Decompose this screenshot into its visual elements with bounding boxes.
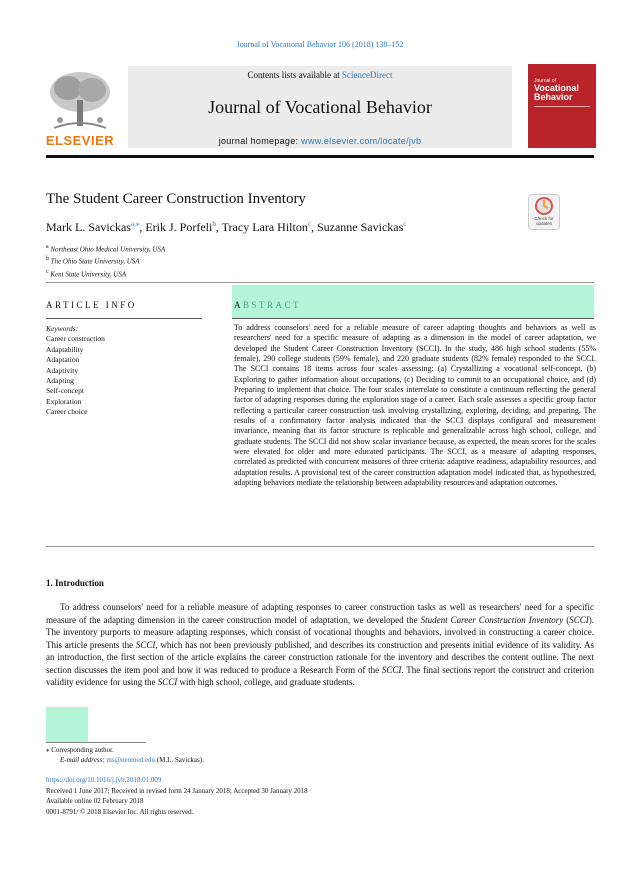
- author-sup[interactable]: c: [403, 220, 407, 228]
- check-for-updates-badge[interactable]: [528, 194, 560, 230]
- author: Erik J. Porfeli$^b$,: [145, 220, 222, 234]
- article-title: The Student Career Construction Inventory: [46, 191, 306, 207]
- introduction-paragraph: To address counselors' need for a reliable measure of adapting responses to career construction tasks as well as researchers' need for a specific measure of the adapting dimension in the career construction model of adaptation, we developed the Student Career Construction Inventory (SCCI). The inventory purports to measure adapting responses, which consist of vocational thoughts and behaviors, involved in constructing a career choice. This article presents the SCCI, which has not been previously published, and describes its construction and presents initial evidence of its validity. As an introduction, the first section of the article explains the career construction rationale for the inventory and describes the content outline. The next section discusses the item pool and how it was reduced to produce a Research Form of the SCCI. The final sections report the construct and criterion validity evidence for using the SCCI with high school, college, and graduate students.: [46, 602, 594, 687]
- keywords-heading: Keywords:: [46, 324, 79, 333]
- doi-link[interactable]: https://doi.org/10.1016/j.jvb.2018.01.009: [46, 776, 162, 784]
- keyword: Self-concept: [46, 386, 84, 396]
- keyword: Career choice: [46, 407, 88, 417]
- keyword: Adaptivity: [46, 365, 79, 375]
- homepage-link[interactable]: www.elsevier.com/locate/jvb: [301, 136, 422, 146]
- article-info-heading: ARTICLE INFO: [46, 300, 137, 310]
- author: Suzanne Savickas$^c$: [316, 220, 407, 234]
- keywords-block: [46, 324, 105, 418]
- section-heading-introduction: 1. Introduction: [46, 578, 104, 588]
- author-list: [46, 220, 406, 235]
- journal-title: Journal of Vocational Behavior: [208, 97, 432, 117]
- cover-journal-of: Journal of: [534, 78, 556, 84]
- author: Tracy Lara Hilton$^c$,: [221, 220, 317, 234]
- abstract-heading: ABSTRACT: [234, 300, 302, 310]
- affiliations: [46, 242, 165, 279]
- contents-available: [128, 70, 512, 80]
- author-sup[interactable]: b: [212, 220, 216, 228]
- running-header[interactable]: Journal of Vocational Behavior 106 (2018) 138–152: [236, 40, 404, 49]
- keyword: Exploration: [46, 396, 82, 406]
- contents-prefix: Contents lists available at: [247, 70, 342, 80]
- affiliation: $^b$ The Ohio State University, USA: [46, 256, 140, 266]
- keyword: Adaptation: [46, 355, 80, 365]
- publication-info: [46, 775, 308, 817]
- author-sup[interactable]: c: [307, 220, 311, 228]
- elsevier-wordmark: ELSEVIER: [45, 133, 115, 148]
- keyword: Career construction: [46, 334, 105, 344]
- journal-cover-image[interactable]: [528, 64, 596, 148]
- email-link[interactable]: ms@neomed.edu: [106, 756, 156, 764]
- received-dates: Received 1 June 2017; Received in revised form 24 January 2018; Accepted 30 January 2018: [46, 786, 308, 795]
- highlight-block: [46, 707, 88, 742]
- corresponding-author-note: ⁎ Corresponding author.: [46, 746, 114, 754]
- cover-title: Vocational Behavior: [534, 83, 579, 102]
- available-online: Available online 02 February 2018: [46, 797, 144, 805]
- email-line: E-mail address: ms@neomed.edu (M.L. Savickas).: [60, 756, 204, 764]
- abstract-rule: [232, 318, 594, 319]
- section-rule: [46, 282, 594, 283]
- affiliation: $^c$ Kent State University, USA: [46, 268, 127, 278]
- journal-homepage: [128, 136, 512, 146]
- check-updates-icon: [528, 194, 560, 230]
- header-rule: [46, 155, 594, 158]
- svg-text:Check for: Check for: [534, 216, 554, 221]
- footnote-rule: [46, 742, 146, 743]
- author-sup[interactable]: a,⁎: [130, 220, 140, 228]
- copyright: 0001-8791/ © 2018 Elsevier Inc. All rights reserved.: [46, 807, 194, 816]
- keyword: Adaptability: [46, 344, 84, 354]
- section-rule: [46, 546, 594, 547]
- article-info-rule: [46, 318, 202, 319]
- footnote: [46, 745, 204, 765]
- abstract-text: To address counselors' need for a reliable measure of career adapting thoughts and behaviors as well as researchers' need for a specific measure of adapting as a dimension in the model of career adaptation, we developed the Student Career Construction Inventory (SCCI). In the study, 486 high school students (55% female), 290 college students (59% female), and 220 graduate students (82% female) responded to the SCCI. The SCCI contains 18 items across four scales assessing: (a) Crystallizing a vocational self-concept, (b) Exploring to gather information about occupations, (c) Deciding to commit to an occupational choice, and (d) Preparing to implement that choice. The four scales interrelate to constitute a continuum reflecting the general factor of adapting responses during the exploration stage of a career. Each scale assesses a specific group factor reflecting a particular career construction task involving crystallizing, exploring, deciding, and preparing. The results of a confirmatory factor analysis indicated that the SCCI displays configural and measurement invariance, meaning that its factor structure is replicable and generalizable across high school, college, and graduate students. The SCCI did not show scalar invariance because, as expected, the mean scores for the scales were elevated for older and more educated participants. The SCCI, as a measure of adapting responses, correlated as predicted with concurrent measures of three criteria: adaptive readiness, adaptability resources, and adaptation results. A provisional test of the career construction adaptation model indicated that, as hypothesized, adapting behaviors mediate the relationship between adaptability resources and adaptation outcomes.: [234, 323, 596, 488]
- author: Mark L. Savickas$^{a,⁎}$,: [46, 220, 146, 234]
- keyword: Adapting: [46, 376, 74, 386]
- homepage-prefix: journal homepage:: [218, 136, 302, 146]
- affiliation: $^a$ Northeast Ohio Medical University, USA: [46, 244, 166, 254]
- svg-text:updates: updates: [535, 221, 553, 226]
- cover-rule: [534, 106, 590, 107]
- sciencedirect-link[interactable]: ScienceDirect: [342, 70, 393, 80]
